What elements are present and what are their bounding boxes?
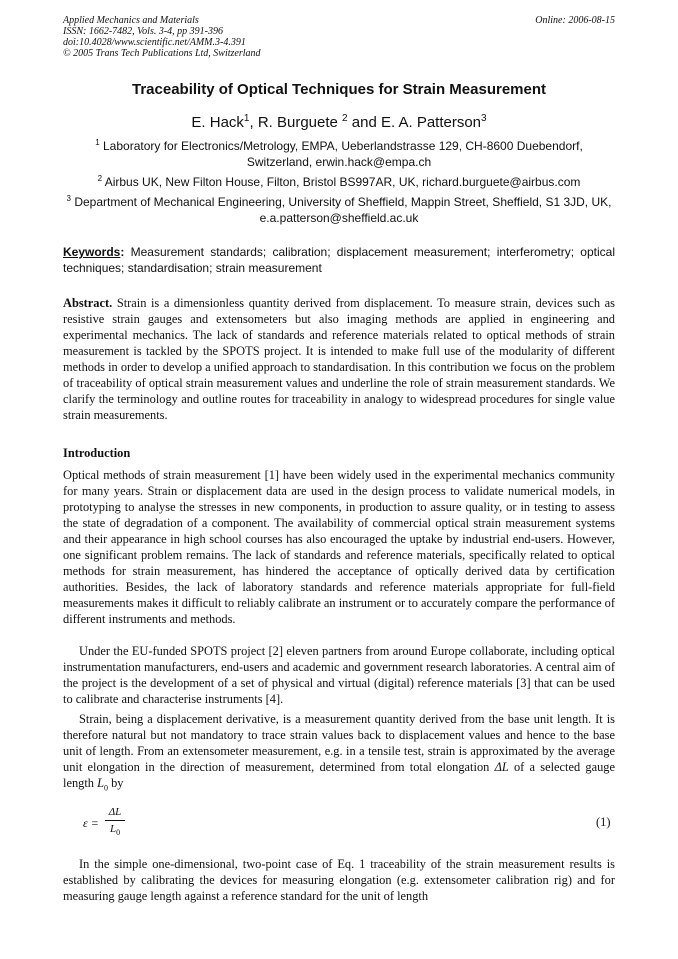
author-3: and E. A. Patterson (347, 114, 482, 131)
issn-line: ISSN: 1662-7482, Vols. 3-4, pp 391-396 (63, 26, 223, 37)
author-list (63, 114, 615, 131)
equation-lhs: ε = (83, 816, 99, 830)
abstract-section (63, 295, 615, 423)
intro-paragraph-3-mid: of a selected gauge length (63, 760, 615, 790)
affiliation-3 (63, 194, 615, 226)
keywords-section: Keywords: Measurement standards; calibration; displacement measurement; interferometry; optical techniques; standardisation; strain measurement (63, 245, 615, 275)
intro-paragraph-2: Under the EU-funded SPOTS project [2] eleven partners from around Europe collaborate, including optical instrumentation manufacturers, end-users and academic and government research laboratories. A central aim of the project is the development of a set of physical and virtual (digital) reference materials [3] that can be used to calibrate and characterise instruments [4]. (63, 644, 615, 706)
journal-header (63, 15, 261, 59)
abstract-text: Strain is a dimensionless quantity derived from displacement. To measure strain, devices such as resistive strain gauges and extensometers but also imaging methods are applied in engineering and experimental mechanics. The lack of standards and reference materials related to optical methods of strain measurement is tackled by the SPOTS project. It is intended to make full use of the modularity of different methods in order to develop a unified approach to standardisation. In this contribution we focus on the problem of traceability of optical strain measurement values and underline the role of strain measurement standards. We clarify the terminology and outline routes for traceability in analogy to widespread procedures for single value strain measurements. (63, 296, 615, 422)
abstract-label: Abstract. (63, 296, 113, 310)
intro-paragraph-4: In the simple one-dimensional, two-point case of Eq. 1 traceability of the strain measurement results is established by calibrating the devices for measuring elongation (e.g. extensometer calibration rig) and for measuring gauge length against a reference standard for the unit of length (63, 857, 615, 903)
affiliation-3-text: Department of Mechanical Engineering, University of Sheffield, Mappin Street, Sheffield, S1 3JD, UK, e.a.patterson@sheffield.ac.uk (74, 195, 612, 225)
equation-numerator: ΔL (108, 806, 122, 818)
intro-paragraph-1: Optical methods of strain measurement [1] have been widely used in the experimental mechanics community for many years. Strain or displacement data are used in the design process to validate numerical models, in prototyping to analyse the stresses in new components, in production to assure quality, or in testing to assess the state of degradation of a component. The availability of commercial optical strain measurement systems and their appearance in high school courses has also encouraged the uptake by industrial end-users. However, one significant problem remains. The lack of standards and reference materials, specifically related to optical methods for strain measurement, has hindered the acceptance of optically derived data by certification authorities. Besides, the lack of laboratory standards and reference materials appropriate for full-field measurements makes it difficult to reliably calibrate an instrument or to accurately compare the performance of different instruments and methods. (63, 468, 615, 626)
symbol-delta-l: ΔL (494, 760, 509, 774)
affiliation-1-number: 1 (95, 138, 100, 147)
equation-denominator (105, 823, 125, 839)
introduction-heading: Introduction (63, 446, 131, 460)
equation-number: (1) (596, 815, 611, 829)
doi-line[interactable]: doi:10.4028/www.scientific.net/AMM.3-4.391 (63, 37, 246, 48)
affiliation-2-number: 2 (97, 174, 103, 183)
journal-name: Applied Mechanics and Materials (63, 15, 199, 26)
author-1-affil: 1 (243, 113, 250, 124)
author-3-affil: 3 (481, 113, 487, 124)
affiliation-1 (63, 138, 615, 170)
intro-paragraph-3-text: Strain, being a displacement derivative, is a measurement quantity derived from the base unit length. It is therefore natural but not mandatory to trace strain values back to displacement values and hence to the base unit of length. From an extensometer measurement, e.g. in a tensile test, strain is approximated by the average unit elongation in the direction of measurement, determined from total elongation (63, 712, 615, 774)
author-2-affil: 2 (342, 113, 348, 124)
paper-title: Traceability of Optical Techniques for Strain Measurement (132, 81, 546, 98)
keywords-label: Keywords (63, 245, 121, 259)
copyright-line: © 2005 Trans Tech Publications Ltd, Switzerland (63, 48, 261, 59)
symbol-l-subscript: 0 (103, 783, 108, 793)
symbol-l: L (97, 776, 104, 790)
author-1: E. Hack (191, 114, 244, 131)
affiliation-3-number: 3 (66, 194, 71, 203)
affiliation-2 (63, 174, 615, 190)
author-2: , R. Burguete (249, 114, 343, 131)
intro-paragraph-3 (63, 711, 615, 796)
fraction-bar (105, 820, 125, 821)
equation-fraction (105, 806, 125, 839)
equation-denominator-subscript: 0 (116, 828, 121, 838)
affiliation-2-text: Airbus UK, New Filton House, Filton, Bristol BS997AR, UK, richard.burguete@airbus.com (104, 175, 581, 189)
affiliation-1-text: Laboratory for Electronics/Metrology, EMPA, Ueberlandstrasse 129, CH-8600 Duebendorf, Switzerland, erwin.hack@empa.ch (103, 139, 583, 169)
equation-denominator-symbol: L (109, 823, 117, 835)
keywords-text: Measurement standards; calibration; displacement measurement; interferometry; optical techniques; standardisation; strain measurement (63, 245, 615, 275)
online-date: Online: 2006-08-15 (535, 15, 615, 26)
intro-paragraph-3-end: by (107, 776, 124, 790)
